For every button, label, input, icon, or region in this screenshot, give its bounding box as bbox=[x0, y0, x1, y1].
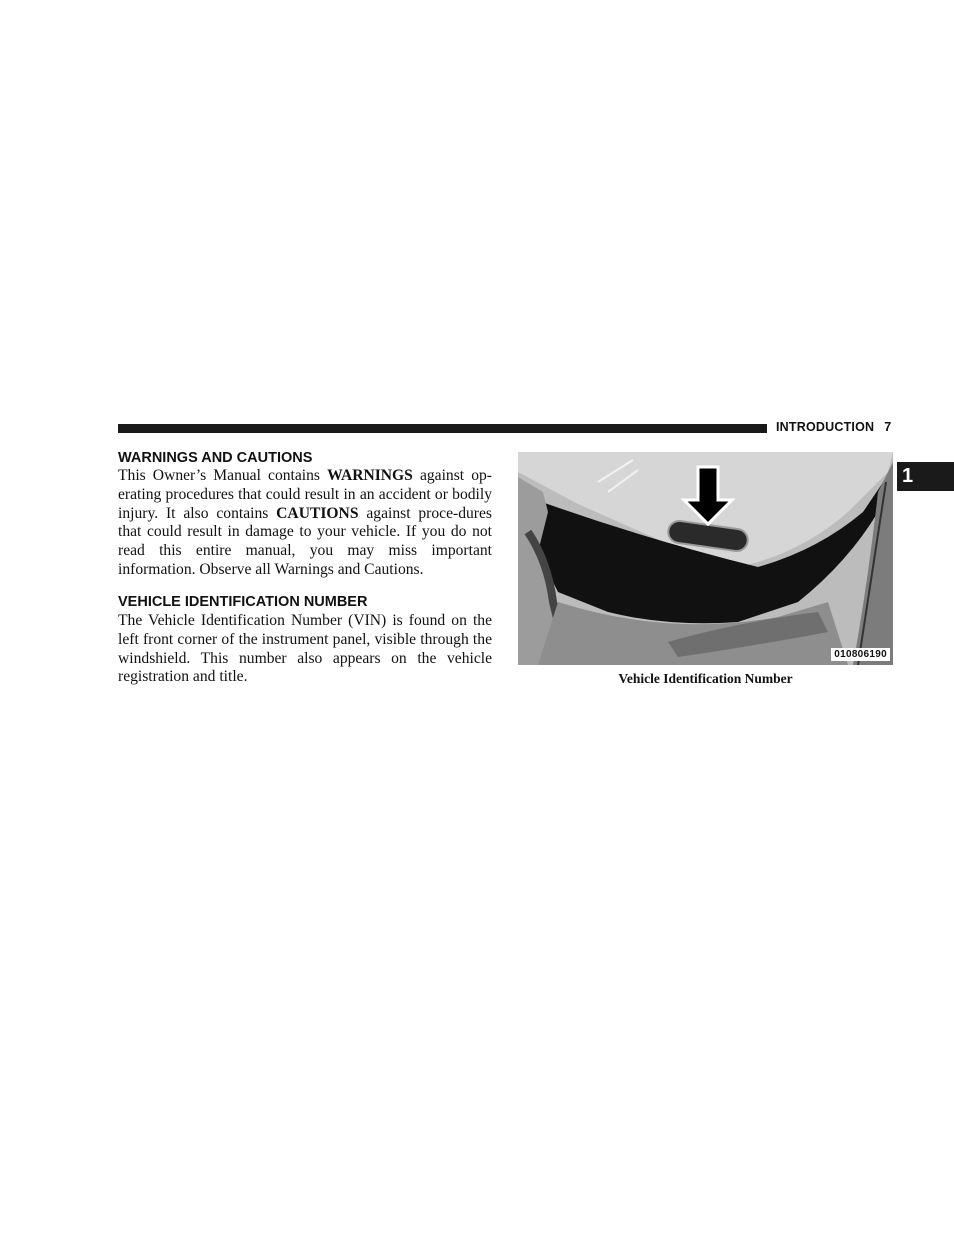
section-body-vin bbox=[118, 612, 492, 687]
section-heading-warnings: WARNINGS AND CAUTIONS bbox=[118, 450, 313, 466]
figure-caption: Vehicle Identification Number bbox=[618, 671, 793, 686]
body-text-run: against proce-dures that could result in damage to your vehicle. If you do not read this entire manual, you may miss important information. Observe all Warnings and Cautions. bbox=[118, 504, 492, 578]
vin-location-illustration bbox=[518, 452, 893, 665]
header-section: INTRODUCTION bbox=[776, 420, 875, 434]
figure-code: 010806190 bbox=[831, 648, 890, 661]
page-number: 7 bbox=[884, 420, 892, 434]
body-text-run: The Vehicle Identification Number (VIN) is found on the left front corner of the instrument panel, visible through the windshield. This number also appears on the vehicle registration and title. bbox=[118, 612, 492, 686]
section-heading-vin: VEHICLE IDENTIFICATION NUMBER bbox=[118, 594, 368, 610]
vin-illustration-drawing bbox=[518, 452, 893, 665]
running-header bbox=[776, 420, 891, 434]
body-text-run: against op-erating procedures that could result in an accident or bodily injury. It also contains bbox=[118, 467, 492, 522]
emphasis-term: WARNINGS bbox=[327, 467, 413, 484]
section-body-warnings bbox=[118, 467, 492, 580]
body-text-run: This Owner’s Manual contains bbox=[118, 467, 328, 484]
emphasis-term: CAUTIONS bbox=[276, 504, 359, 522]
header-rule bbox=[118, 424, 767, 433]
chapter-tab: 1 bbox=[897, 462, 954, 491]
